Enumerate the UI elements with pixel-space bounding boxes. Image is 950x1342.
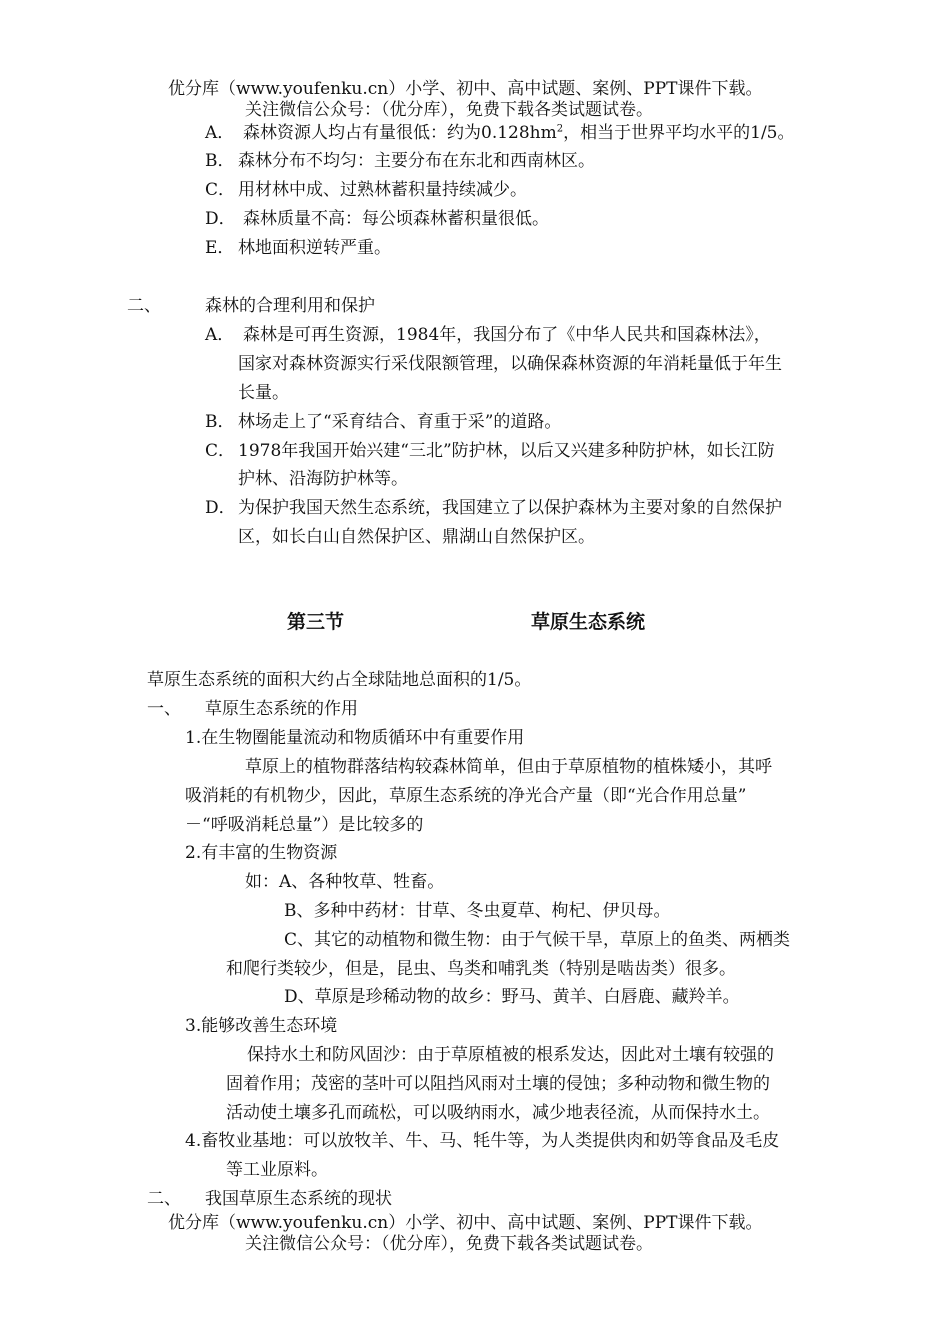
forest-use-c-line-1: 1978年我国开始兴建“三北”防护林，以后又兴建多种防护林，如长江防 [238, 441, 775, 461]
item-2-a: 如：A、各种牧草、牲畜。 [245, 872, 445, 892]
footer-line-1: 优分库（www.youfenku.cn）小学、初中、高中试题、案例、PPT课件下载。 [168, 1213, 763, 1233]
forest-use-d-line-1: 为保护我国天然生态系统，我国建立了以保护森林为主要对象的自然保护 [238, 498, 782, 518]
item-1-line-1: 草原上的植物群落结构较森林简单，但由于草原植物的植株矮小，其呼 [245, 757, 772, 777]
item-4-line-1: 4.畜牧业基地：可以放牧羊、牛、马、牦牛等，为人类提供肉和奶等食品及毛皮 [185, 1131, 780, 1151]
item-3-line-3: 活动使土壤多孔而疏松，可以吸纳雨水，减少地表径流，从而保持水土。 [226, 1103, 770, 1123]
forest-status-d: 森林质量不高：每公顷森林蓄积量很低。 [243, 209, 549, 229]
part-title-2: 我国草原生态系统的现状 [205, 1189, 392, 1209]
list-label-d: D． [205, 209, 236, 229]
section-heading-number: 第三节 [287, 611, 345, 633]
list-label-b: B． [205, 151, 235, 171]
part-number-2: 二、 [147, 1189, 181, 1209]
list-label-c: C． [205, 180, 236, 200]
item-3-title: 3.能够改善生态环境 [185, 1016, 338, 1036]
footer-line-2: 关注微信公众号：（优分库），免费下载各类试题试卷。 [245, 1234, 653, 1254]
part-title-1: 草原生态系统的作用 [205, 699, 358, 719]
part-number-1: 一、 [147, 699, 181, 719]
list-label-a: A． [205, 123, 235, 143]
forest-use-a-line-1: 森林是可再生资源，1984年，我国分布了《中华人民共和国森林法》， [243, 325, 771, 345]
item-2-c-line-1: C、其它的动植物和微生物：由于气候干旱，草原上的鱼类、两栖类 [284, 930, 791, 950]
list-label-b: B． [205, 412, 235, 432]
forest-use-a-line-2: 国家对森林资源实行采伐限额管理，以确保森林资源的年消耗量低于年生 [238, 354, 782, 374]
item-1-line-2: 吸消耗的有机物少，因此，草原生态系统的净光合产量（即“光合作用总量” [185, 786, 747, 806]
forest-use-b: 林场走上了“采育结合、育重于采”的道路。 [238, 412, 562, 432]
list-label-e: E． [205, 238, 235, 258]
superscript-2: 2 [556, 123, 564, 135]
grassland-intro: 草原生态系统的面积大约占全球陆地总面积的1/5。 [147, 670, 532, 690]
item-4-line-2: 等工业原料。 [226, 1160, 328, 1180]
item-3-line-2: 固着作用；茂密的茎叶可以阻挡风雨对土壤的侵蚀；多种动物和微生物的 [226, 1074, 770, 1094]
item-3-line-1: 保持水土和防风固沙：由于草原植被的根系发达，因此对土壤有较强的 [247, 1045, 774, 1065]
item-2-d: D、草原是珍稀动物的故乡：野马、黄羊、白唇鹿、藏羚羊。 [284, 987, 740, 1007]
header-line-2: 关注微信公众号：（优分库），免费下载各类试题试卷。 [245, 100, 653, 120]
section-number-2: 二、 [127, 296, 161, 316]
list-label-a: A． [205, 325, 235, 345]
forest-status-c: 用材林中成、过熟林蓄积量持续减少。 [238, 180, 527, 200]
forest-status-a [243, 120, 794, 146]
forest-use-c-line-2: 护林、沿海防护林等。 [238, 469, 408, 489]
item-2-c-line-2: 和爬行类较少，但是，昆虫、鸟类和哺乳类（特别是啮齿类）很多。 [226, 959, 736, 979]
header-line-1: 优分库（www.youfenku.cn）小学、初中、高中试题、案例、PPT课件下载。 [168, 79, 763, 99]
item-2-title: 2.有丰富的生物资源 [185, 843, 338, 863]
forest-use-a-line-3: 长量。 [238, 383, 289, 403]
list-label-c: C． [205, 441, 236, 461]
section-heading-title: 草原生态系统 [531, 611, 646, 633]
item-1-line-3: －“呼吸消耗总量”）是比较多的 [185, 815, 424, 835]
item-2-b: B、多种中药材：甘草、冬虫夏草、枸杞、伊贝母。 [284, 901, 671, 921]
forest-status-a-text: 森林资源人均占有量很低：约为0.128hm [243, 123, 557, 143]
forest-status-a-tail: ，相当于世界平均水平的1/5。 [563, 123, 795, 143]
forest-status-b: 森林分布不均匀：主要分布在东北和西南林区。 [238, 151, 595, 171]
forest-use-title: 森林的合理利用和保护 [205, 296, 375, 316]
forest-use-d-line-2: 区，如长白山自然保护区、鼎湖山自然保护区。 [238, 527, 595, 547]
forest-status-e: 林地面积逆转严重。 [238, 238, 391, 258]
item-1-title: 1.在生物圈能量流动和物质循环中有重要作用 [185, 728, 525, 748]
list-label-d: D． [205, 498, 236, 518]
